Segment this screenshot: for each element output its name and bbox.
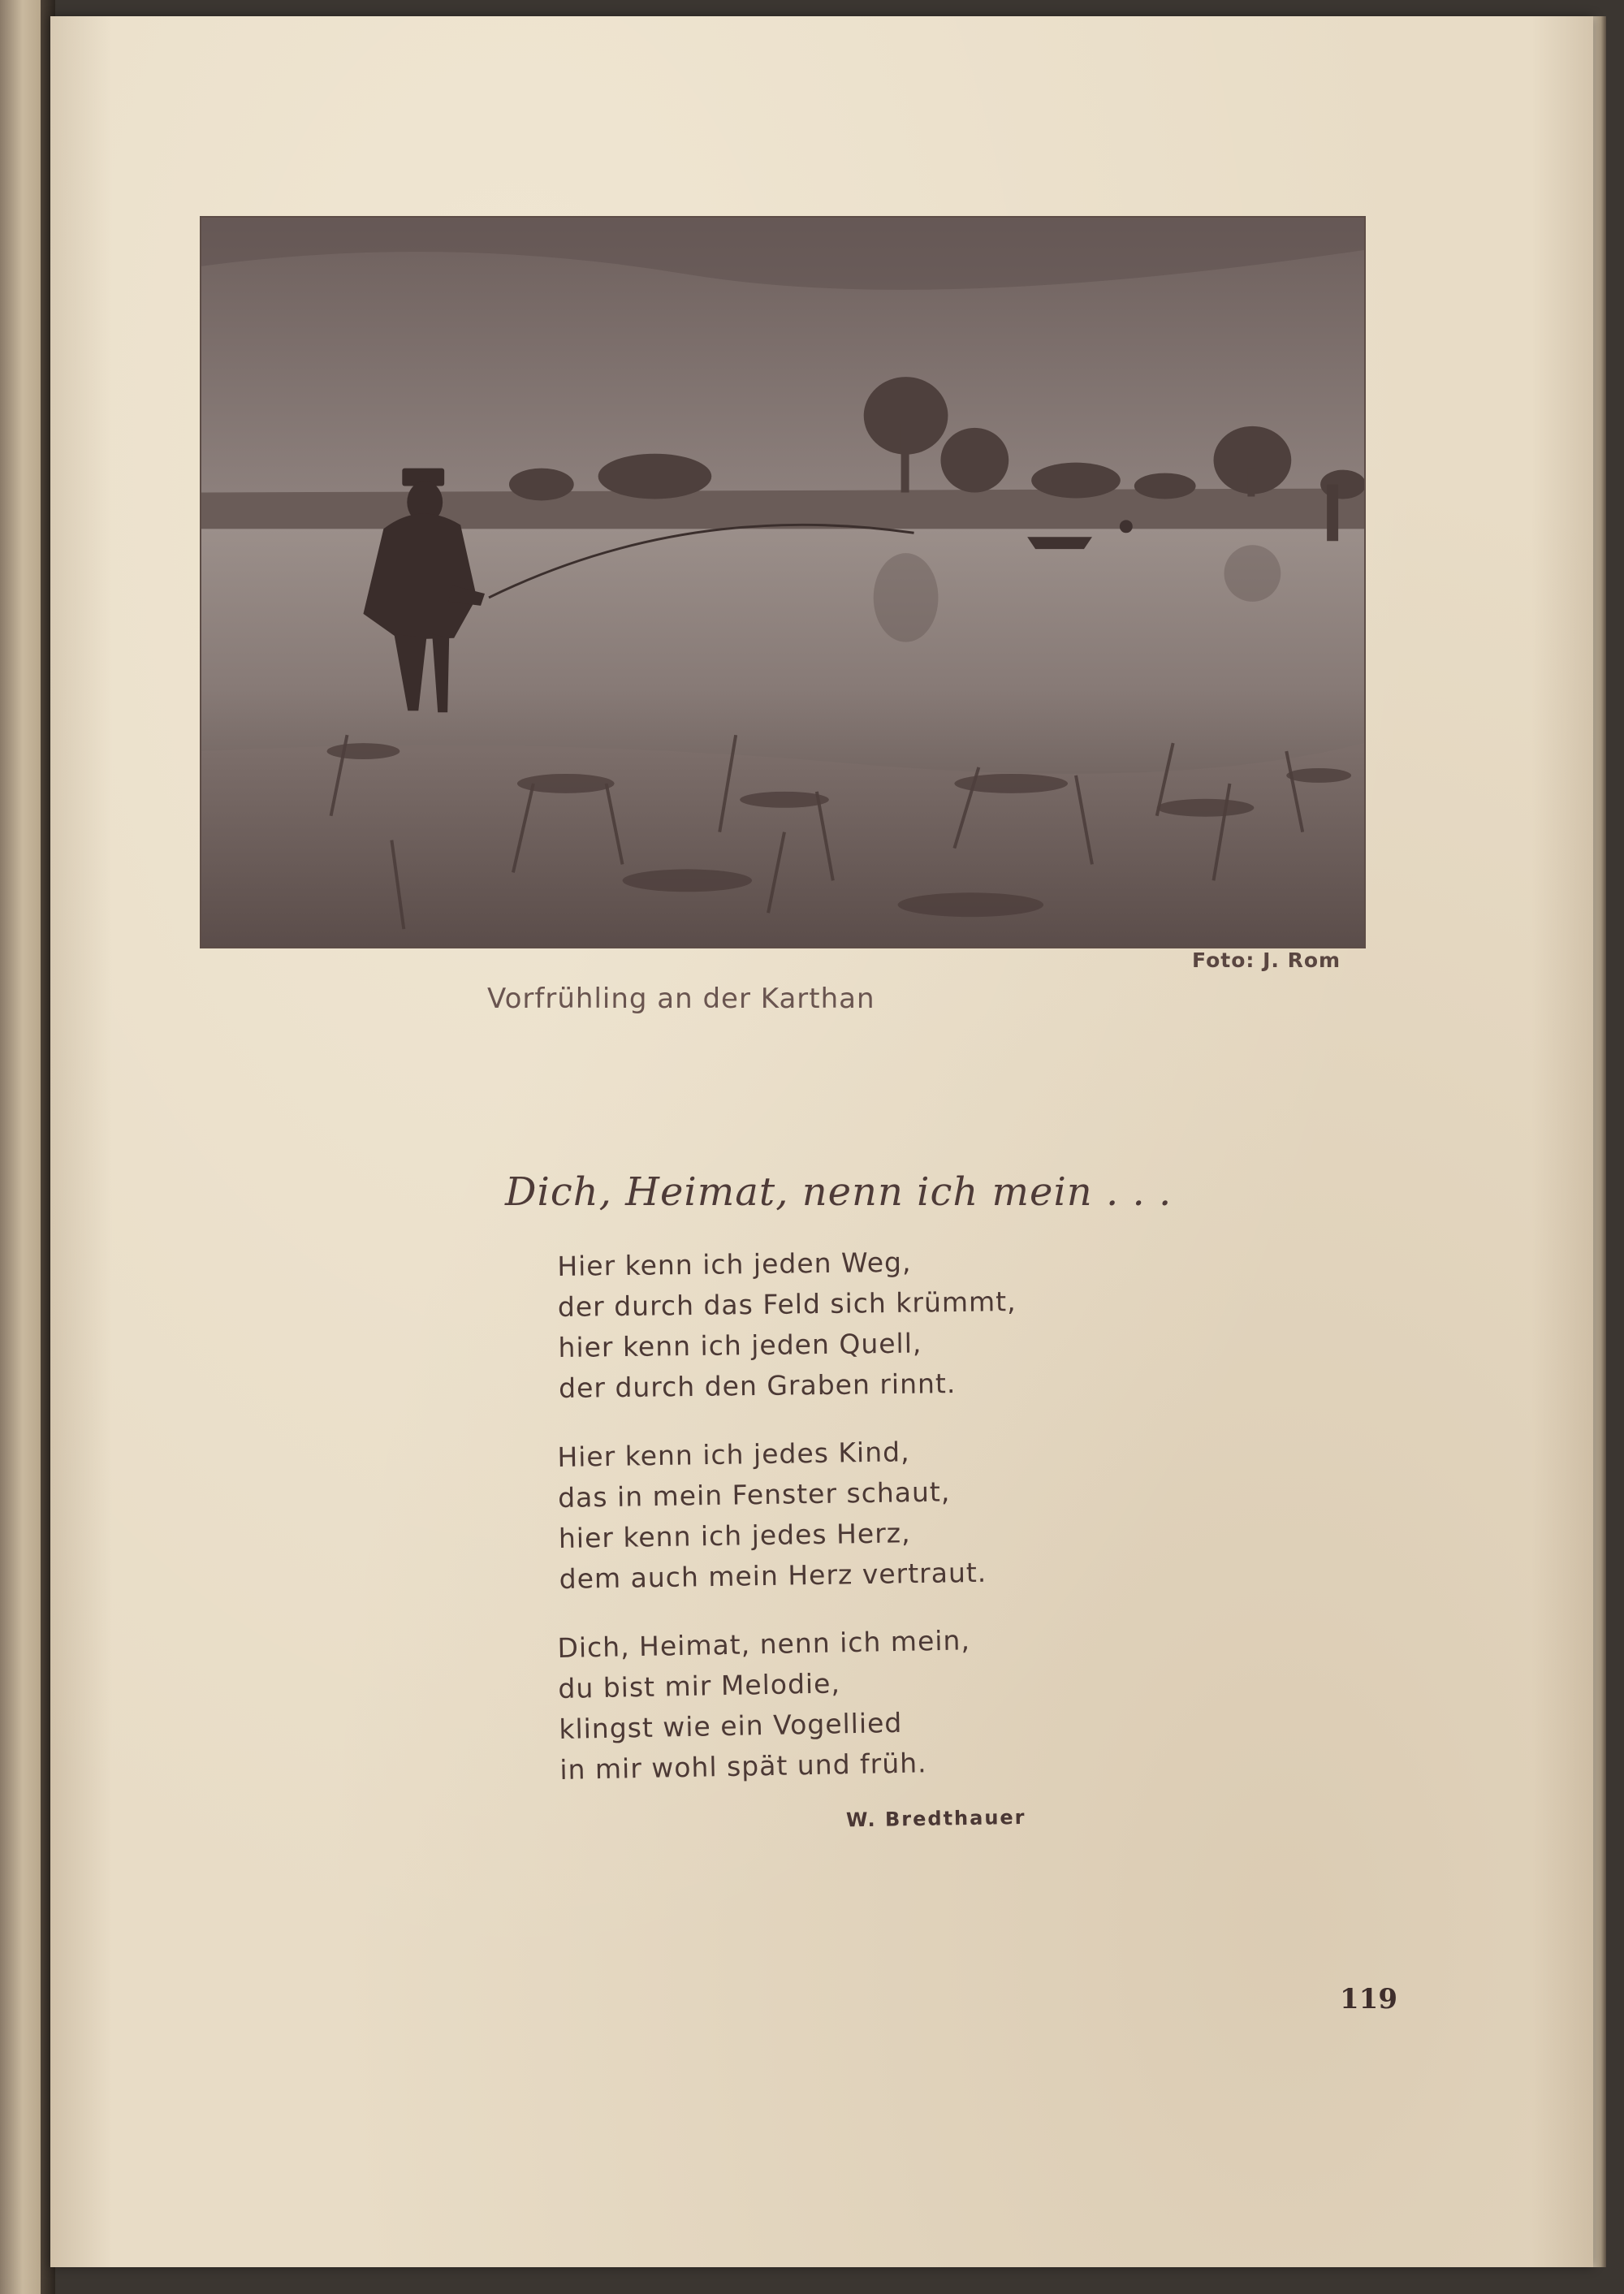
poem-line: das in mein Fenster schaut, xyxy=(557,1475,951,1514)
poem-line: du bist mir Melodie, xyxy=(558,1667,841,1704)
river-photograph xyxy=(200,216,1366,948)
photo-caption: Vorfrühling an der Karthan xyxy=(487,983,875,1015)
poem-line: dem auch mein Herz vertraut. xyxy=(559,1556,987,1595)
poem-line: in mir wohl spät und früh. xyxy=(559,1747,927,1786)
poem-line: klingst wie ein Vogellied xyxy=(559,1706,903,1745)
poem-line: der durch das Feld sich krümmt, xyxy=(557,1285,1017,1323)
page-number: 119 xyxy=(1340,1983,1397,2015)
poem-author: W. Bredthauer xyxy=(845,1805,1026,1832)
poem-title: Dich, Heimat, nenn ich mein . . . xyxy=(505,1169,1173,1215)
photo-credit: Foto: J. Rom xyxy=(1192,948,1341,972)
poem-line: der durch den Graben rinnt. xyxy=(558,1367,957,1404)
poem-stanza-1 xyxy=(557,1239,1127,1409)
poem-stanza-3 xyxy=(557,1618,1129,1791)
poem-line: Dich, Heimat, nenn ich mein, xyxy=(557,1624,971,1664)
poem-line: Hier kenn ich jeden Weg, xyxy=(557,1246,912,1282)
angler-photo-image xyxy=(201,218,1364,947)
poem-stanza-2 xyxy=(557,1428,1128,1600)
poem-line: hier kenn ich jedes Herz, xyxy=(558,1517,911,1554)
poem-line: Hier kenn ich jedes Kind, xyxy=(557,1436,910,1473)
page-edge xyxy=(1593,16,1606,2267)
poem-line: hier kenn ich jeden Quell, xyxy=(558,1327,922,1363)
